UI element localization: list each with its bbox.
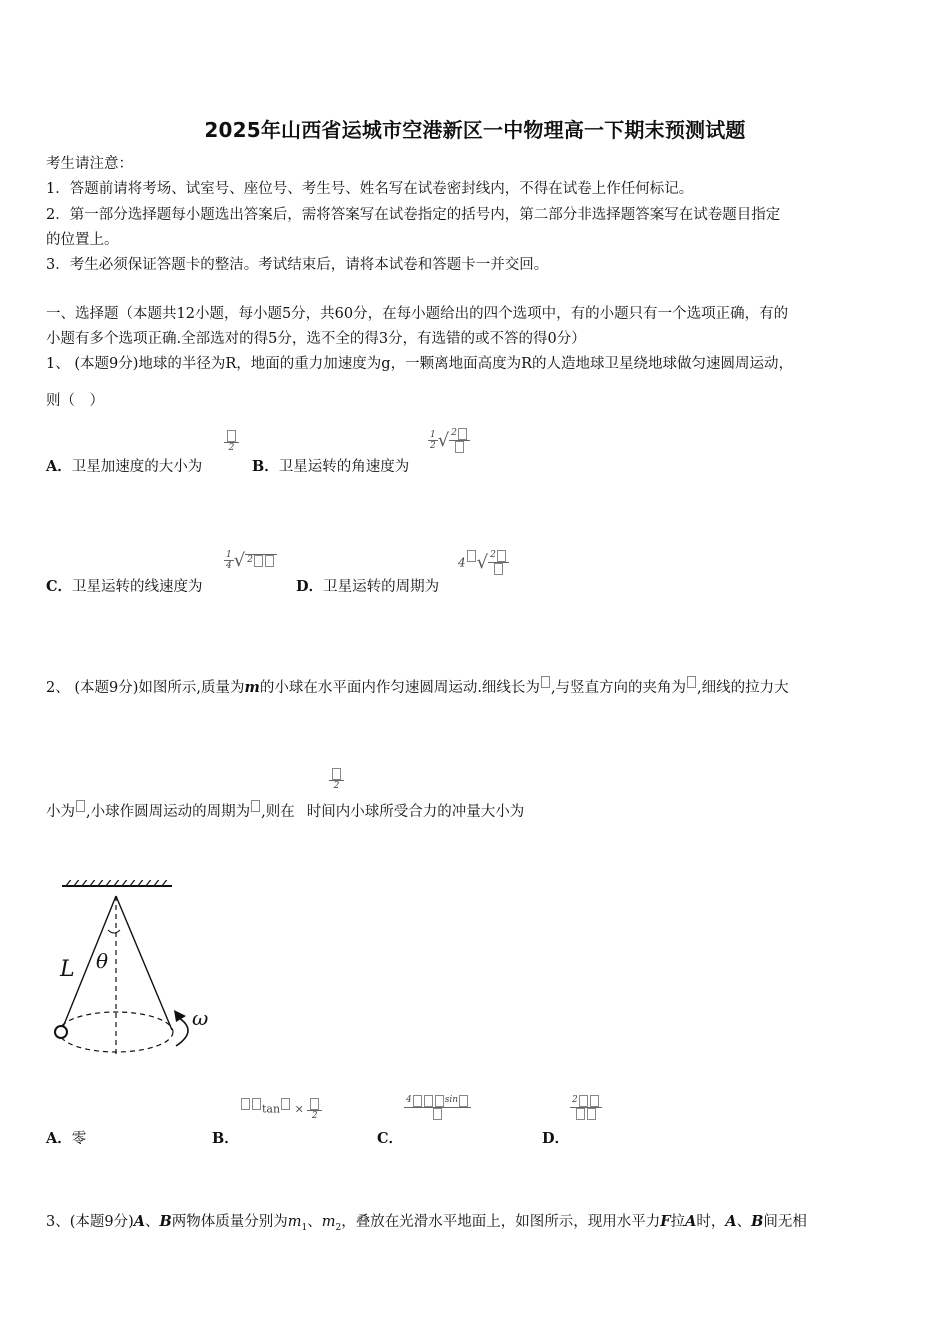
- q1-stem-line1: 1、 (本题9分)地球的半径为R，地面的重力加速度为g，一颗离地面高度为R的人造地球卫星绕地球做匀速圆周运动，: [46, 356, 793, 372]
- q1-option-a-label: A．: [46, 458, 72, 475]
- q1-option-a-text: 卫星加速度的大小为: [71, 459, 203, 475]
- q1-option-d-label: D．: [296, 578, 324, 595]
- q1-option-a[interactable]: [46, 455, 202, 476]
- q1-stem-line2: 则（ ）: [46, 393, 104, 409]
- label-omega: ω: [192, 1006, 209, 1030]
- label-L: L: [60, 957, 75, 982]
- q2-option-b[interactable]: B．: [212, 1130, 239, 1147]
- q2-option-d[interactable]: D．: [542, 1130, 570, 1147]
- q2-stem-line2: 小为 ,小球作圆周运动的周期为 ,则在 时间内小球所受合力的冲量大小为: [46, 800, 524, 821]
- notice-heading: 考生请注意：: [46, 156, 133, 172]
- label-theta: θ: [96, 949, 109, 973]
- q2-option-c[interactable]: C．: [377, 1130, 404, 1147]
- q2-stem-line1: 2、 (本题9分)如图所示,质量为m的小球在水平面内作匀速圆周运动.细线长为 ,与竖直方向的夹角为 ,细线的拉力大: [46, 676, 789, 697]
- q1-option-c-label: C．: [46, 578, 73, 595]
- q1-option-d[interactable]: [296, 575, 439, 596]
- q1-option-b[interactable]: [252, 455, 409, 476]
- notice-item-2-cont: 的位置上。: [46, 232, 119, 248]
- q3-stem-line1: 3、(本题9分)A、B两物体质量分别为$m_1$、$m_2$，叠放在光滑水平地面上，如图所示，现用水平力F拉A时，A、B间无相: [46, 1213, 807, 1233]
- q1-option-a-formula: 2: [224, 430, 239, 453]
- q1-option-d-text: 卫星运转的周期为: [323, 579, 440, 595]
- notice-item-3: 3．考生必须保证答题卡的整洁。考试结束后，请将本试卷和答题卡一并交回。: [46, 257, 549, 273]
- q2-option-b-formula: tan × 2: [240, 1098, 322, 1121]
- section-instructions-line1: 一、选择题（本题共12小题，每小题5分，共60分，在每小题给出的四个选项中，有的小题只有一个选项正确，有的: [46, 306, 789, 322]
- notice-item-1: 1．答题前请将考场、试室号、座位号、考生号、姓名写在试卷密封线内，不得在试卷上作任何标记。: [46, 181, 694, 197]
- q1-option-b-label: B．: [252, 458, 279, 475]
- page-title: 2025年山西省运城市空港新区一中物理高一下期末预测试题: [204, 118, 746, 142]
- q2-option-c-formula: 4 sin: [404, 1095, 471, 1120]
- q1-option-b-text: 卫星运转的角速度为: [278, 459, 410, 475]
- q2-option-d-formula: 2: [570, 1095, 602, 1120]
- q2-half-period-formula: 2: [329, 768, 344, 791]
- q1-option-c-formula: $\frac{1}{4}$ √ 2: [224, 550, 277, 571]
- q1-option-b-formula: $\frac{1}{2}$ √ 2: [428, 428, 470, 453]
- q2-option-a[interactable]: A．零: [46, 1130, 87, 1147]
- q1-option-c[interactable]: [46, 575, 203, 596]
- notice-item-2: 2．第一部分选择题每小题选出答案后，需将答案写在试卷指定的括号内，第二部分非选择题答案写在试卷题目指定: [46, 207, 781, 223]
- conical-pendulum-figure: [48, 880, 228, 1060]
- q1-option-d-formula: 4 √ 2: [458, 550, 509, 575]
- section-instructions-line2: 小题有多个选项正确.全部选对的得5分，选不全的得3分，有选错的或不答的得0分）: [46, 331, 586, 347]
- q1-option-c-text: 卫星运转的线速度为: [72, 579, 203, 595]
